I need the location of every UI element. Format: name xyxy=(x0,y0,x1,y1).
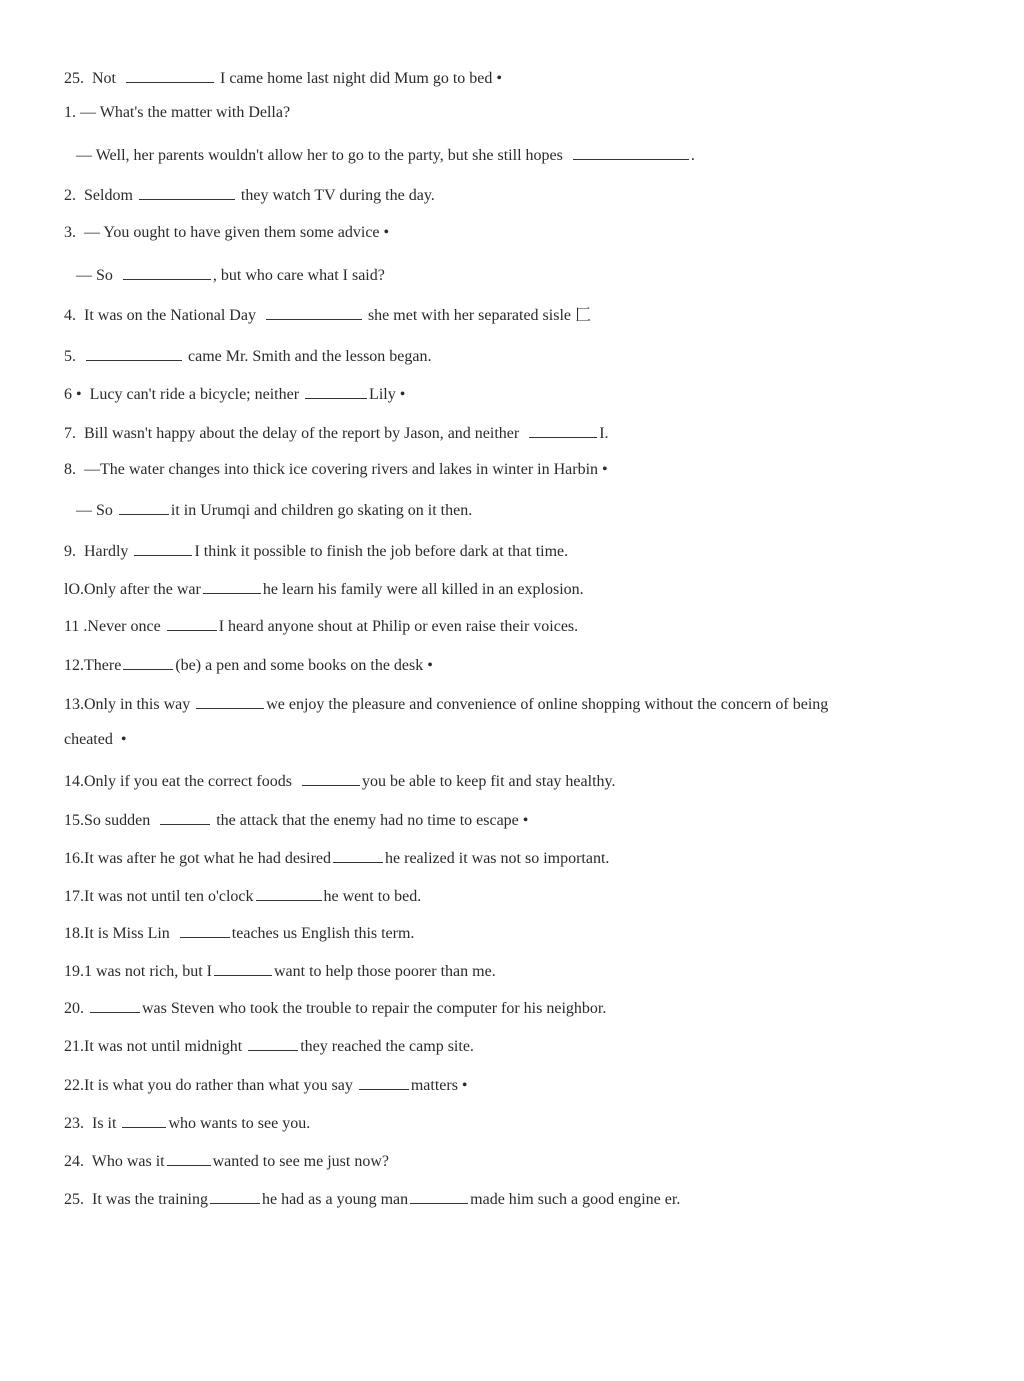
answer-blank[interactable] xyxy=(333,848,383,863)
answer-blank[interactable] xyxy=(123,655,173,670)
exercise-line xyxy=(64,265,385,282)
exercise-line xyxy=(64,384,405,401)
answer-blank[interactable] xyxy=(139,185,235,200)
exercise-line xyxy=(64,1036,474,1053)
answer-blank[interactable] xyxy=(126,68,214,83)
line-text: I came home last night did Mum go to bed • xyxy=(216,70,502,87)
answer-blank[interactable] xyxy=(359,1075,409,1090)
exercise-line xyxy=(64,655,433,672)
answer-blank[interactable] xyxy=(573,145,689,160)
line-text: 23. Is it xyxy=(64,1115,121,1132)
exercise-line xyxy=(64,886,421,903)
line-text: they reached the camp site. xyxy=(300,1038,474,1055)
line-text: (be) a pen and some books on the desk • xyxy=(175,657,433,674)
line-text: 1. — What's the matter with Della? xyxy=(64,104,291,121)
line-text: 20. xyxy=(64,1000,88,1017)
line-text: 11 .Never once xyxy=(64,618,165,635)
answer-blank[interactable] xyxy=(119,500,169,515)
line-text: he learn his family were all killed in an explosion. xyxy=(262,581,584,598)
line-text: I. xyxy=(599,425,609,442)
exercise-line xyxy=(64,1189,680,1206)
answer-blank[interactable] xyxy=(160,810,210,825)
line-text: matters • xyxy=(410,1077,468,1094)
line-text: you be able to keep fit and stay healthy. xyxy=(361,773,616,790)
exercise-line xyxy=(64,616,578,633)
line-text: 14.Only if you eat the correct foods xyxy=(64,773,300,790)
line-text: 8. —The water changes into thick ice covering rivers and lakes in winter in Harbin • xyxy=(64,461,608,478)
answer-blank[interactable] xyxy=(203,579,261,594)
line-text: 4. It was on the National Day xyxy=(64,307,264,324)
line-text: — So xyxy=(64,502,117,519)
answer-blank[interactable] xyxy=(196,694,264,709)
line-text: 6 • Lucy can't ride a bicycle; neither xyxy=(64,386,304,403)
line-text: cheated • xyxy=(64,731,127,748)
line-text: 21.It was not until midnight xyxy=(64,1038,247,1055)
line-text: — Well, her parents wouldn't allow her to go to the party, but she still hopes xyxy=(64,147,571,164)
exercise-line xyxy=(64,541,568,558)
answer-blank[interactable] xyxy=(305,384,367,399)
exercise-line xyxy=(64,1113,310,1130)
answer-blank[interactable] xyxy=(122,1113,166,1128)
line-text: we enjoy the pleasure and convenience of online shopping without the concern of being xyxy=(266,696,829,713)
line-text: 5. xyxy=(64,348,84,365)
answer-blank[interactable] xyxy=(248,1036,298,1051)
line-text: . xyxy=(690,147,695,164)
line-text: the attack that the enemy had no time to escape • xyxy=(212,812,529,829)
answer-blank[interactable] xyxy=(410,1189,468,1204)
line-text: he went to bed. xyxy=(323,888,422,905)
answer-blank[interactable] xyxy=(167,616,217,631)
exercise-line xyxy=(64,105,290,122)
answer-blank[interactable] xyxy=(123,265,211,280)
exercise-line xyxy=(64,771,615,788)
line-text: it in Urumqi and children go skating on it then. xyxy=(170,502,473,519)
answer-blank[interactable] xyxy=(214,961,272,976)
exercise-line xyxy=(64,305,591,322)
line-text: who wants to see you. xyxy=(168,1115,311,1132)
answer-blank[interactable] xyxy=(90,998,140,1013)
line-text: came Mr. Smith and the lesson began. xyxy=(184,348,432,365)
answer-blank[interactable] xyxy=(210,1189,260,1204)
line-text: I think it possible to finish the job before dark at that time. xyxy=(194,543,569,560)
answer-blank[interactable] xyxy=(134,541,192,556)
line-text: 25. It was the training xyxy=(64,1191,208,1208)
line-text: 12.There xyxy=(64,657,122,674)
line-text: 24. Who was it xyxy=(64,1153,165,1170)
exercise-line xyxy=(64,1151,389,1168)
line-text: 16.It was after he got what he had desired xyxy=(64,850,332,867)
line-text: — So xyxy=(64,267,121,284)
line-text: 13.Only in this way xyxy=(64,696,195,713)
line-text: , but who care what I said? xyxy=(212,267,385,284)
answer-blank[interactable] xyxy=(86,346,182,361)
line-text: they watch TV during the day. xyxy=(236,187,435,204)
line-text: she met with her separated sisle 匚 xyxy=(363,307,592,324)
exercise-line xyxy=(64,346,432,363)
line-text: 2. Seldom xyxy=(64,187,137,204)
line-text: 3. — You ought to have given them some advice • xyxy=(64,224,390,241)
line-text: he realized it was not so important. xyxy=(385,850,610,867)
exercise-line xyxy=(64,732,126,749)
exercise-line xyxy=(64,423,609,440)
answer-blank[interactable] xyxy=(266,305,362,320)
line-text: 15.So sudden xyxy=(64,812,159,829)
exercise-line xyxy=(64,923,414,940)
exercise-line xyxy=(64,145,695,162)
exercise-line xyxy=(64,961,496,978)
exercise-line xyxy=(64,810,528,827)
line-text: 18.It is Miss Lin xyxy=(64,925,178,942)
answer-blank[interactable] xyxy=(302,771,360,786)
line-text: 19.1 was not rich, but I xyxy=(64,963,212,980)
line-text: I heard anyone shout at Philip or even raise their voices. xyxy=(218,618,579,635)
line-text: Lily • xyxy=(369,386,406,403)
exercise-line xyxy=(64,500,472,517)
exercise-line xyxy=(64,694,828,711)
answer-blank[interactable] xyxy=(256,886,322,901)
line-text: wanted to see me just now? xyxy=(212,1153,389,1170)
line-text: was Steven who took the trouble to repair the computer for his neighbor. xyxy=(142,1000,607,1017)
exercise-line xyxy=(64,185,435,202)
line-text: he had as a young man xyxy=(261,1191,409,1208)
line-text: 17.It was not until ten o'clock xyxy=(64,888,254,905)
line-text: teaches us English this term. xyxy=(231,925,415,942)
exercise-line xyxy=(64,462,608,479)
answer-blank[interactable] xyxy=(529,423,597,438)
exercise-line xyxy=(64,579,584,596)
line-text: lO.Only after the war xyxy=(64,581,201,598)
exercise-line xyxy=(64,225,389,242)
exercise-line xyxy=(64,1075,468,1092)
answer-blank[interactable] xyxy=(180,923,230,938)
exercise-line xyxy=(64,68,502,85)
line-text: want to help those poorer than me. xyxy=(273,963,496,980)
line-text: 7. Bill wasn't happy about the delay of the report by Jason, and neither xyxy=(64,425,528,442)
answer-blank[interactable] xyxy=(167,1151,211,1166)
exercise-line xyxy=(64,998,606,1015)
line-text: 25. Not xyxy=(64,70,124,87)
line-text: made him such a good engine er. xyxy=(470,1191,681,1208)
exercise-line xyxy=(64,848,609,865)
line-text: 9. Hardly xyxy=(64,543,133,560)
line-text: 22.It is what you do rather than what you say xyxy=(64,1077,357,1094)
